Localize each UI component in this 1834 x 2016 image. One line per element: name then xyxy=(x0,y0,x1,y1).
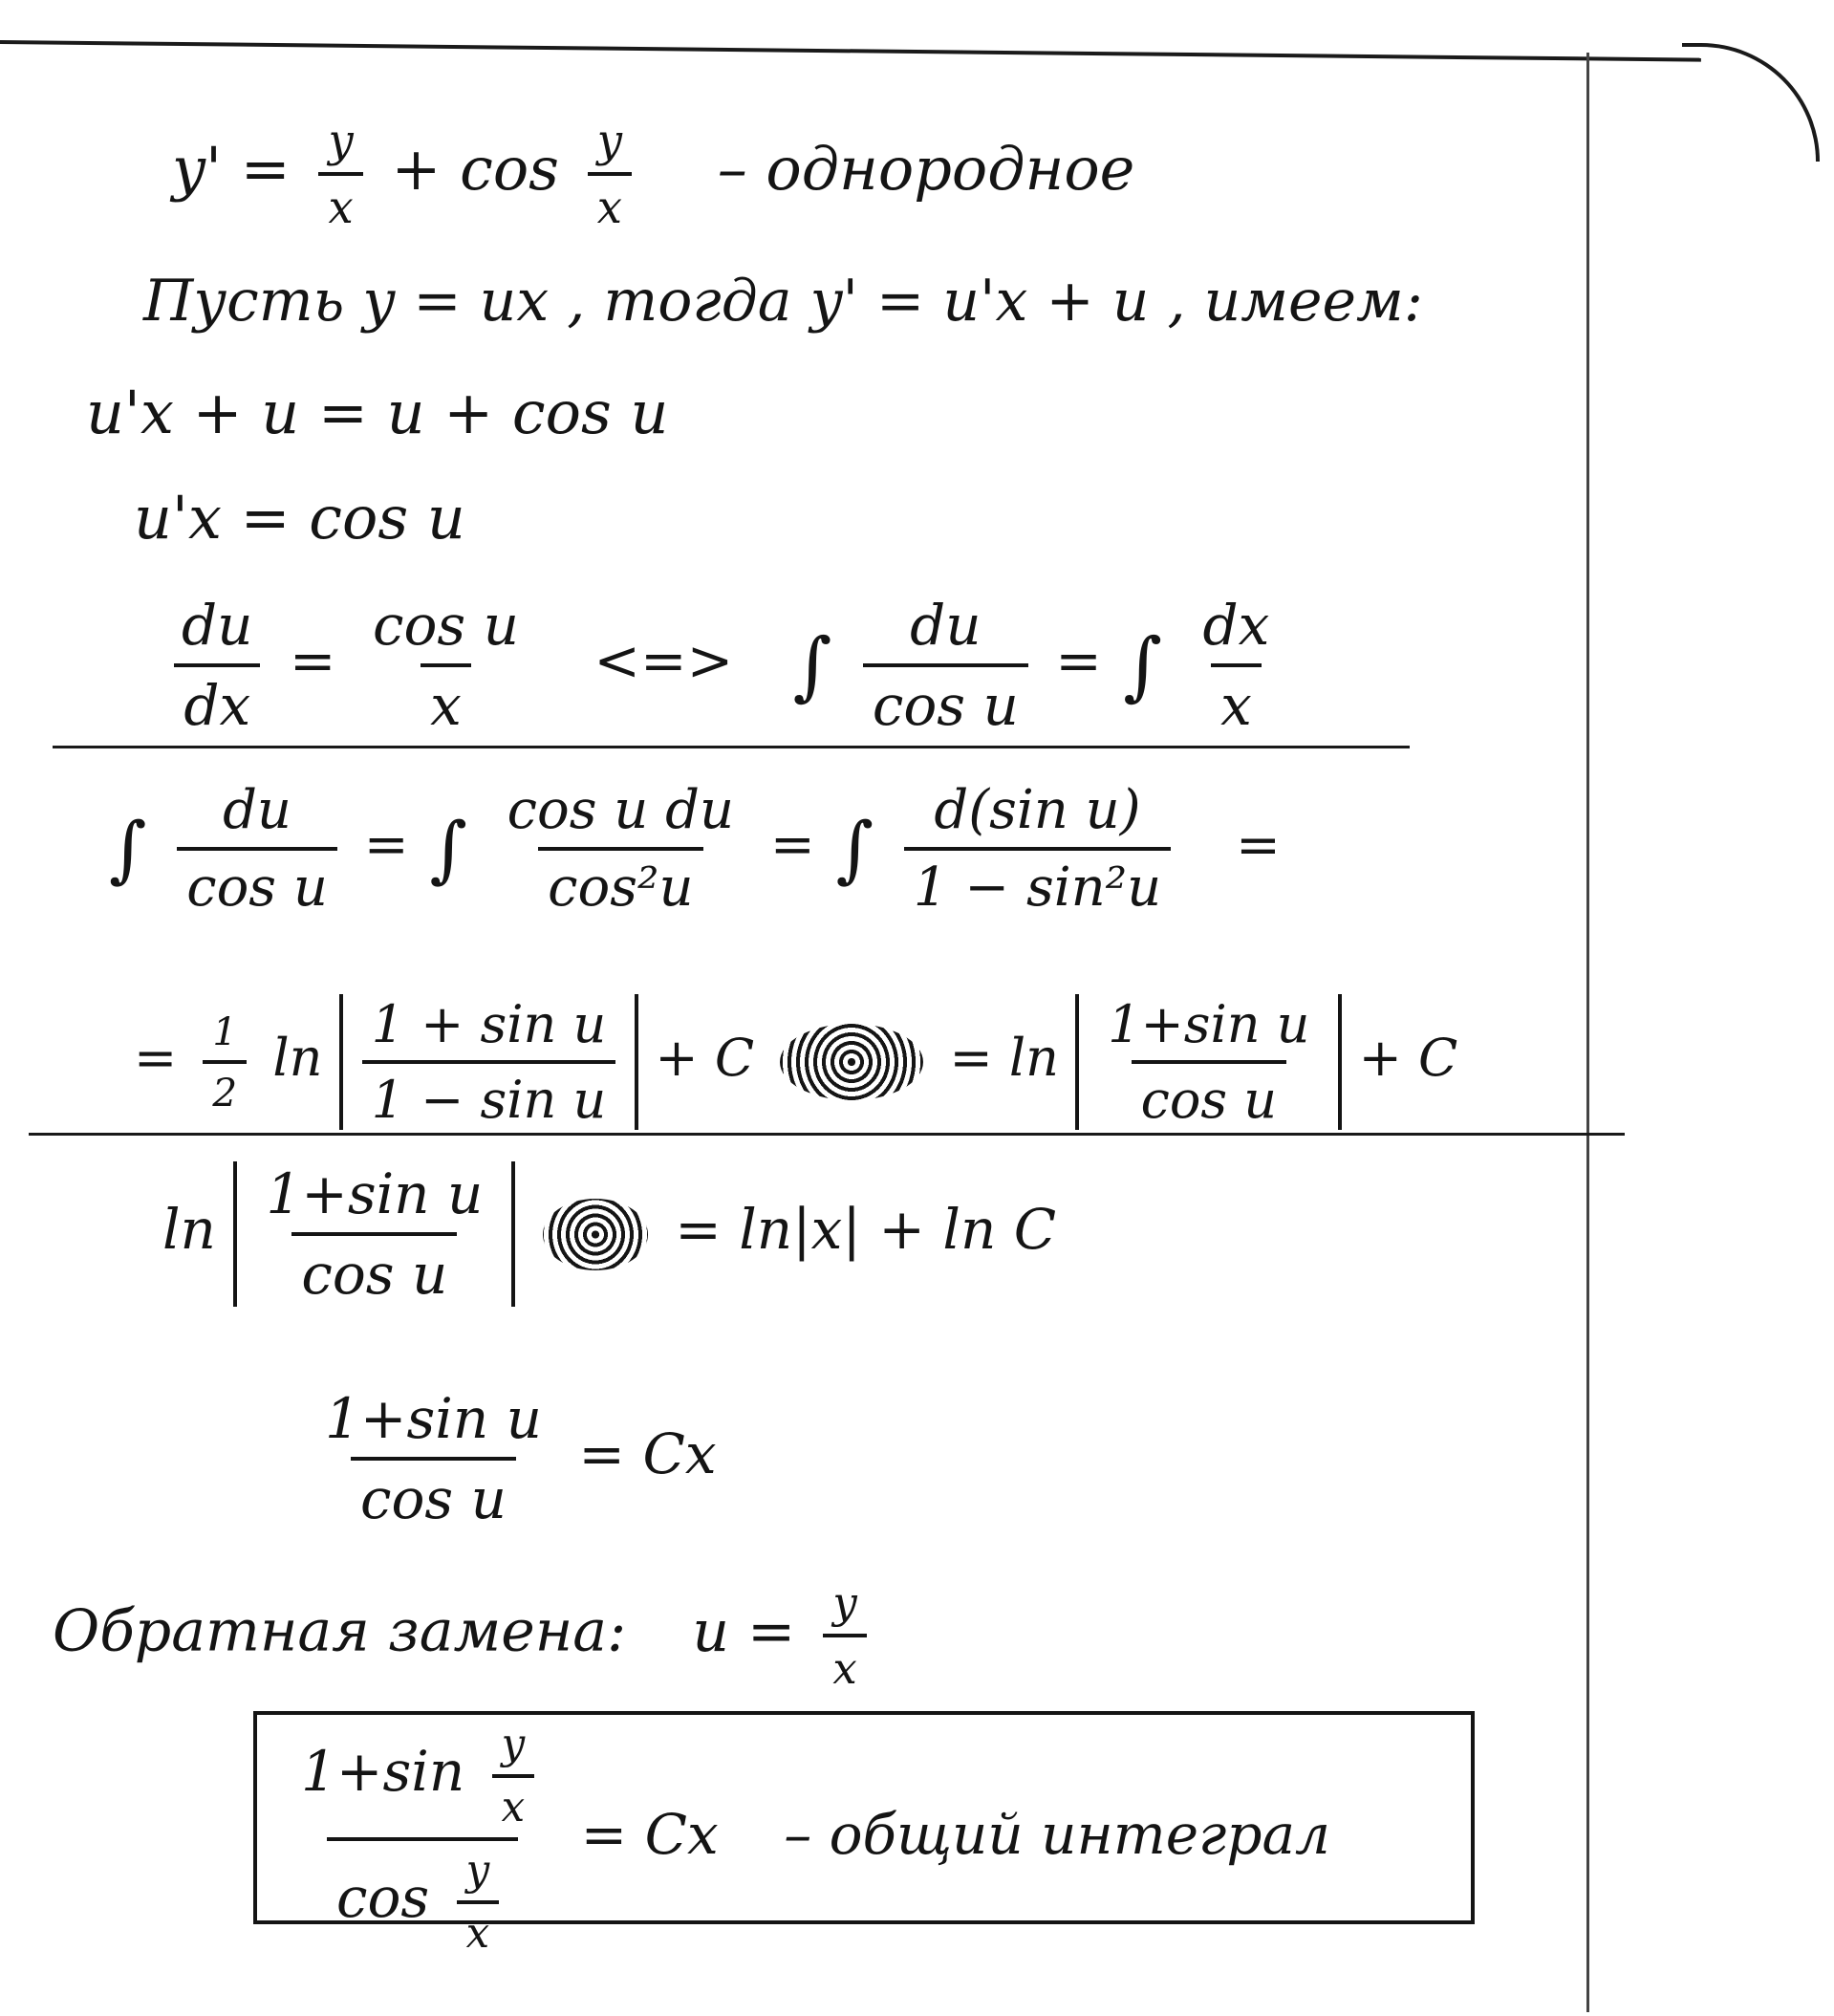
top-border xyxy=(0,40,1701,62)
equation-line-4: u'x = cos u xyxy=(134,483,465,553)
general-integral-line: 1+sin $\frac{y}{x}$ cos $\frac{y}{x}$ = Cx – общий интеграл xyxy=(301,1721,1330,1958)
fraction-one-half: $\frac{1}{2}$ xyxy=(203,1008,247,1116)
fraction-y-over-x-2: $\frac{y}{x}$ xyxy=(588,115,632,233)
fraction-du-cosu-b: $\frac{du}{\text{cos u}}$ xyxy=(177,779,337,919)
crossed-out-scribble-2 xyxy=(543,1199,648,1270)
fraction-y-over-x: $\frac{y}{x}$ xyxy=(318,115,362,233)
substitution-line: Пусть y = ux , тогда y' = u'x + u , имеем: xyxy=(143,268,1424,335)
integral-result-line: = $\frac{1}{2}$ ln $\frac{\text{1 + sin u}}{\text{1 − sin u}}$ + C = ln $\frac{\text{1+sin u}}{\text{cos u}}$ + C xyxy=(134,994,1458,1130)
equation-line-3: u'x + u = u + cos u xyxy=(86,378,669,447)
section-divider-2 xyxy=(29,1133,1625,1136)
log-equation-line: ln $\frac{\text{1+sin u}}{\text{cos u}}$ = ln|x| + ln C xyxy=(162,1161,1057,1307)
derivative-lhs: y' = xyxy=(172,134,291,205)
equivalence-arrow: <=> xyxy=(593,628,734,694)
right-margin-line xyxy=(1586,53,1589,2012)
fraction-dsinu: $\frac{\text{d(sin u)}}{\text{1 − sin²u}}$ xyxy=(904,779,1171,919)
integral-computation-line: ∫ $\frac{du}{\text{cos u}}$ = ∫ $\frac{\text{cos u du}}{\text{cos²u}}$ = ∫ $\frac{\text{d(sin u)}}{\text{1 − sin²u}}$ = xyxy=(109,779,1281,919)
plus-cos: + cos xyxy=(391,134,559,205)
integral-sign-2: ∫ xyxy=(1123,621,1163,709)
integral-sign: ∫ xyxy=(792,621,832,709)
equation-line-1 xyxy=(172,115,1134,233)
fraction-du-dx: $\frac{du}{dx}$ xyxy=(172,593,262,738)
section-divider-1 xyxy=(53,746,1410,748)
solution-line: $\frac{\text{1+sin u}}{\text{cos u}}$ = Cx xyxy=(325,1386,717,1531)
equation-type-note: – однородное xyxy=(717,134,1135,205)
fraction-du-cosu: $\frac{du}{\text{cos u}}$ xyxy=(863,593,1028,738)
answer-note: – общий интеграл xyxy=(784,1802,1330,1868)
fraction-cosu-x: $\frac{\text{cos u}}{x}$ xyxy=(372,593,519,738)
back-substitution-line: Обратная замена: u = $\frac{y}{x}$ xyxy=(53,1577,876,1694)
fraction-dx-x: $\frac{dx}{x}$ xyxy=(1202,593,1270,738)
absolute-value-2: $\frac{\text{1+sin u}}{\text{cos u}}$ xyxy=(1075,994,1342,1130)
absolute-value-3: $\frac{\text{1+sin u}}{\text{cos u}}$ xyxy=(233,1161,515,1307)
absolute-value-1: $\frac{\text{1 + sin u}}{\text{1 − sin u}}$ xyxy=(339,994,639,1130)
fraction-cosudu-cos2u: $\frac{\text{cos u du}}{\text{cos²u}}$ xyxy=(507,779,735,919)
separated-equation-line: $\frac{du}{dx}$ = $\frac{\text{cos u}}{x}$ <=> ∫ $\frac{du}{\text{cos u}}$ = ∫ $\frac{dx}{x}$ xyxy=(162,593,1288,738)
corner-curve xyxy=(1682,43,1820,162)
crossed-out-scribble xyxy=(780,1024,923,1100)
